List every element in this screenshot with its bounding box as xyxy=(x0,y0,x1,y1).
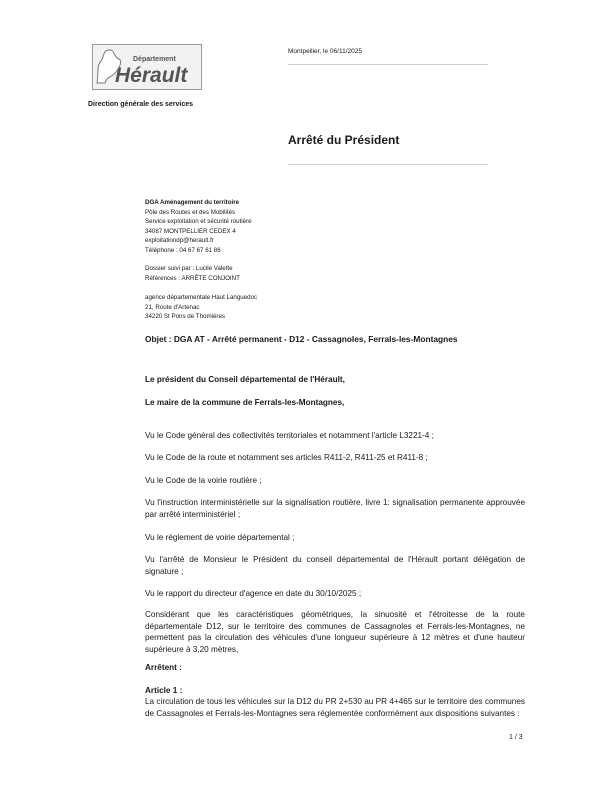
president-line: Le président du Conseil départemental de l'Hérault, xyxy=(145,375,345,384)
logo-department-word: Département xyxy=(133,56,176,63)
department-logo xyxy=(92,44,202,90)
title-divider xyxy=(288,164,488,165)
considerant-paragraph: Considérant que les caractéristiques géométriques, la sinuosité et l'étroitesse de la route départementale D12, sur le territoire des communes de Cassagnoles et Ferrals-les-Montagnes, ne permettent pas la circulation des véhicules d'une longueur supérieure à 12 mètres et d'une hauteur supérieure à 3,20 mètres, xyxy=(145,610,525,654)
vu-paragraph: Vu le règlement de voirie départemental ; xyxy=(145,533,295,542)
sender-line: 34087 MONTPELLIER CEDEX 4 xyxy=(145,227,236,235)
dossier-block xyxy=(145,264,240,283)
objet-line: Objet : DGA AT - Arrêté permanent - D12 - Cassagnoles, Ferrals-les-Montagnes xyxy=(145,334,458,344)
document-title: Arrêté du Président xyxy=(288,133,400,147)
date-line: Montpellier, le 06/11/2025 xyxy=(288,48,362,55)
agency-block xyxy=(145,293,257,322)
dossier-followed-by: Dossier suivi par : Lucile Valette xyxy=(145,265,233,272)
page-number: 1 / 3 xyxy=(509,734,523,741)
dossier-references: Références : ARRÊTE CONJOINT xyxy=(145,274,240,282)
vu-paragraph: Vu l'instruction interministérielle sur la signalisation routière, livre 1: signalisation permanente approuvée par arrêté interministériel ; xyxy=(145,498,525,519)
vu-paragraph: Vu le rapport du directeur d'agence en date du 30/10/2025 ; xyxy=(145,589,362,598)
date-divider xyxy=(288,64,488,65)
sender-line: Service exploitation et sécurité routière xyxy=(145,218,252,226)
agency-line: 34220 St Pons de Thomières xyxy=(145,313,226,321)
sender-line: DGA Aménagement du territoire xyxy=(145,199,240,206)
logo-herault-word: Hérault xyxy=(115,64,188,87)
agency-line: agence départementale Haut Languedoc xyxy=(145,294,258,301)
sender-phone: Téléphone : 04 67 67 61 86 xyxy=(145,246,221,254)
sender-block xyxy=(145,198,252,256)
sender-line: Pôle des Routes et des Mobilités xyxy=(145,208,236,216)
vu-paragraph: Vu le Code général des collectivités territoriales et notamment l'article L3221-4 ; xyxy=(145,431,434,440)
article-1-heading: Article 1 : xyxy=(145,686,183,695)
vu-paragraph: Vu l'arrêté de Monsieur le Président du conseil départemental de l'Hérault portant délégation de signature ; xyxy=(145,555,525,576)
vu-paragraph: Vu le Code de la route et notamment ses articles R411-2, R411-25 et R411-8 ; xyxy=(145,453,428,462)
arretent-heading: Arrêtent : xyxy=(145,663,182,672)
maire-line: Le maire de la commune de Ferrals-les-Montagnes, xyxy=(145,398,345,407)
agency-line: 21, Route d'Artenac xyxy=(145,303,200,311)
vu-paragraph: Vu le Code de la voirie routière ; xyxy=(145,476,262,485)
herault-logo-icon xyxy=(93,45,201,89)
direction-label: Direction générale des services xyxy=(88,101,194,108)
sender-email: exploitationdp@herault.fr xyxy=(145,237,214,245)
article-1-text: La circulation de tous les véhicules sur la D12 du PR 2+530 au PR 4+465 sur le territoire des communes de Cassagnoles et Ferrals-les-Montagnes sera réglementée conformément aux dispositions suivantes : xyxy=(145,697,525,718)
